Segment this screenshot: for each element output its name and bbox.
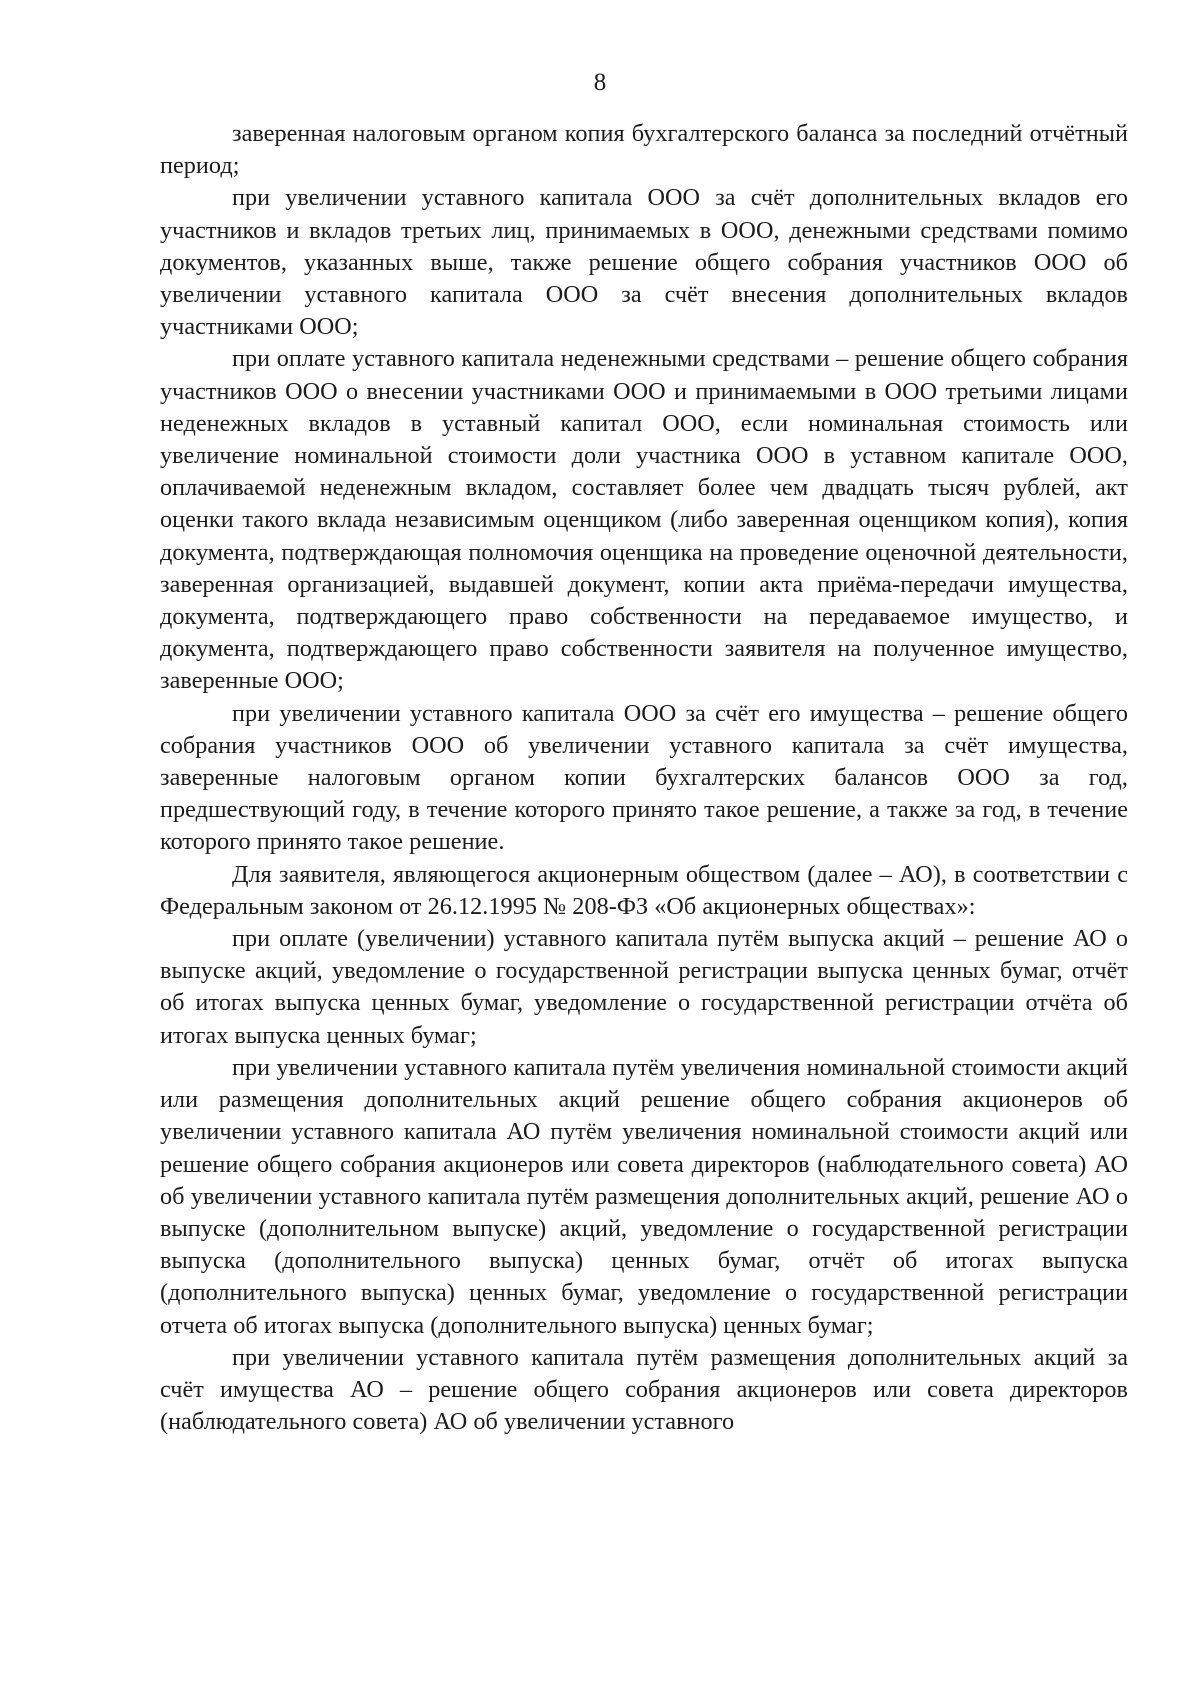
paragraph-ooo-non-monetary-payment: при оплате уставного капитала неденежными средствами – решение общего собрания участников ООО о внесении участниками ООО и принимаемыми в ООО третьими лицами неденежных вкладов в уставный капитал ООО, если номинальная стоимость или увеличение номинальной стоимости доли участника ООО в уставном капитале ООО, оплачиваемой неденежным вкладом, составляет более чем двадцать тысяч рублей, акт оценки такого вклада независимым оценщиком (либо заверенная оценщиком копия), копия документа, подтверждающая полномочия оценщика на проведение оценочной деятельности, заверенная организацией, выдавшей документ, копии акта приёма-передачи имущества, документа, подтверждающего право собственности на передаваемое имущество, и документа, подтверждающего право собственности заявителя на полученное имущество, заверенные ООО; [160,345,1128,695]
paragraph-ao-additional-shares-by-property: при увеличении уставного капитала путём размещения дополнительных акций за счёт имущества АО – решение общего собрания акционеров или совета директоров (наблюдательного совета) АО об увеличении уставного [160,1343,1128,1436]
paragraph-joint-stock-company-intro: Для заявителя, являющегося акционерным обществом (далее – АО), в соответствии с Федеральным законом от 26.12.1995 № 208-ФЗ «Об акционерных обществах»: [160,860,1128,920]
paragraph-ooo-increase-by-property: при увеличении уставного капитала ООО за счёт его имущества – решение общего собрания участников ООО об увеличении уставного капитала за счёт имущества, заверенные налоговым органом копии бухгалтерских балансов ООО за год, предшествующий году, в течение которого принято такое решение, а также за год, в течение которого принято такое решение. [160,699,1128,856]
paragraph-certified-balance-copy: заверенная налоговым органом копия бухгалтерского баланса за последний отчётный период; [160,120,1128,180]
page-number: 8 [593,69,607,96]
paragraph-ooo-additional-contributions: при увеличении уставного капитала ООО за счёт дополнительных вкладов его участников и вкладов третьих лиц, принимаемых в ООО, денежными средствами помимо документов, указанных выше, также решение общего собрания участников ООО об увеличении уставного капитала ООО за счёт внесения дополнительных вкладов участниками ООО; [160,184,1128,341]
paragraph-ao-nominal-value-increase: при увеличении уставного капитала путём увеличения номинальной стоимости акций или размещения дополнительных акций решение общего собрания акционеров об увеличении уставного капитала АО путём увеличения номинальной стоимости акций или решение общего собрания акционеров или совета директоров (наблюдательного совета) АО об увеличении уставного капитала путём размещения дополнительных акций, решение АО о выпуске (дополнительном выпуске) акций, уведомление о государственной регистрации выпуска (дополнительного выпуска) ценных бумаг, отчёт об итогах выпуска (дополнительного выпуска) ценных бумаг, уведомление о государственной регистрации отчета об итогах выпуска (дополнительного выпуска) ценных бумаг; [160,1053,1128,1339]
document-body [160,118,1128,1438]
paragraph-ao-share-issue: при оплате (увеличении) уставного капитала путём выпуска акций – решение АО о выпуске акций, уведомление о государственной регистрации выпуска ценных бумаг, отчёт об итогах выпуска ценных бумаг, уведомление о государственной регистрации отчёта об итогах выпуска ценных бумаг; [160,925,1128,1049]
